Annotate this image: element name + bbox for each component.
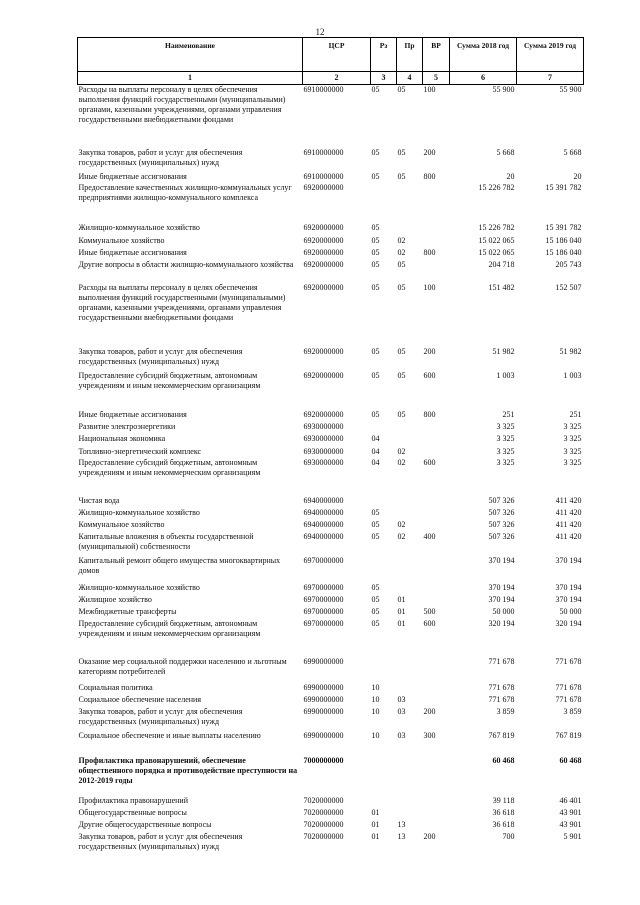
row-sum-2018: 771 678	[488, 682, 515, 692]
row-sum-2018: 507 326	[488, 507, 515, 517]
row-vr	[423, 520, 450, 532]
row-pr	[397, 756, 423, 796]
row-name: Общегосударственные вопросы	[78, 807, 187, 817]
row-sum-2019: 251	[569, 409, 582, 419]
row-rz: 05	[371, 409, 380, 419]
row-csr: 7020000000	[303, 831, 344, 841]
row-rz	[371, 422, 397, 434]
row-sum-2019: 205 743	[555, 259, 582, 269]
row-sum-2019: 15 391 782	[545, 222, 582, 232]
row-csr: 6920000000	[303, 235, 344, 245]
row-vr	[423, 695, 450, 707]
row-vr: 300	[423, 730, 436, 740]
row-vr	[423, 422, 450, 434]
row-vr	[423, 796, 450, 808]
row-pr: 02	[397, 457, 406, 467]
row-vr: 200	[423, 346, 436, 356]
row-vr	[423, 683, 450, 695]
row-rz: 01	[371, 807, 380, 817]
row-csr: 6990000000	[303, 682, 344, 692]
row-sum-2019: 60 468	[559, 755, 582, 765]
row-csr: 6970000000	[303, 555, 344, 565]
row-vr: 100	[423, 282, 436, 292]
row-sum-2018: 15 022 065	[478, 235, 515, 245]
column-number: 3	[371, 72, 397, 85]
row-sum-2018: 51 982	[492, 346, 515, 356]
row-name: Коммунальное хозяйство	[78, 519, 165, 529]
row-name: Коммунальное хозяйство	[78, 235, 165, 245]
row-sum-2018: 370 194	[488, 582, 515, 592]
row-sum-2019: 55 900	[559, 85, 582, 94]
row-pr: 05	[397, 409, 406, 419]
row-csr: 6990000000	[303, 730, 344, 740]
row-csr: 6940000000	[303, 507, 344, 517]
row-sum-2018: 60 468	[492, 755, 515, 765]
table-body	[78, 85, 584, 856]
row-name: Другие общегосударственные вопросы	[78, 819, 212, 829]
row-pr: 05	[397, 171, 406, 181]
row-rz	[371, 183, 397, 223]
row-pr	[397, 422, 423, 434]
row-csr: 6930000000	[303, 421, 344, 431]
row-name: Национальная экономика	[78, 433, 166, 443]
row-name: Жилищно-коммунальное хозяйство	[78, 507, 200, 517]
row-rz: 05	[371, 519, 380, 529]
table-row	[78, 607, 584, 619]
row-csr: 6970000000	[303, 594, 344, 604]
table-row	[78, 260, 584, 283]
row-name: Иные бюджетные ассигнования	[78, 247, 187, 257]
row-name: Другие вопросы в области жилищно-коммунального хозяйства	[78, 259, 294, 269]
row-vr	[423, 556, 450, 583]
row-csr: 6930000000	[303, 433, 344, 443]
row-pr: 03	[397, 706, 406, 716]
row-sum-2018: 507 326	[488, 531, 515, 541]
row-pr	[397, 434, 423, 447]
row-pr: 05	[397, 282, 406, 292]
row-vr	[423, 657, 450, 683]
row-csr: 6930000000	[303, 457, 344, 467]
row-vr: 800	[423, 247, 436, 257]
row-sum-2019: 370 194	[555, 594, 582, 604]
table-row	[78, 796, 584, 808]
row-csr: 6970000000	[303, 606, 344, 616]
row-sum-2018: 1 003	[496, 370, 515, 380]
table-row	[78, 371, 584, 410]
row-vr	[423, 595, 450, 607]
row-name: Иные бюджетные ассигнования	[78, 409, 187, 419]
table-row	[78, 595, 584, 607]
row-csr: 7020000000	[303, 819, 344, 829]
row-csr: 6910000000	[303, 85, 344, 94]
row-pr	[397, 508, 423, 520]
row-csr: 6990000000	[303, 706, 344, 716]
row-sum-2018: 20	[506, 171, 515, 181]
row-name: Расходы на выплаты персоналу в целях обеспечения выполнения функций государственными (муниципальными) органами, казенными учреждениями, органами управления государственными внебюджетными фондами	[78, 85, 286, 124]
row-sum-2019: 15 391 782	[545, 182, 582, 192]
row-pr: 05	[397, 147, 406, 157]
row-sum-2018: 39 118	[492, 795, 515, 805]
row-rz: 04	[371, 433, 380, 443]
row-rz: 05	[371, 606, 380, 616]
row-sum-2018: 3 325	[496, 421, 515, 431]
table-row	[78, 410, 584, 422]
row-vr: 500	[423, 606, 436, 616]
column-number: 2	[303, 72, 371, 85]
row-sum-2019: 411 420	[555, 507, 582, 517]
row-rz: 05	[371, 85, 380, 94]
table-row	[78, 223, 584, 236]
row-csr: 6920000000	[303, 259, 344, 269]
row-sum-2018: 50 000	[492, 606, 515, 616]
row-sum-2018: 151 482	[488, 282, 515, 292]
row-name: Предоставление субсидий бюджетным, автономным учреждениям и иным некоммерческим организациям	[78, 457, 261, 477]
row-rz	[371, 556, 397, 583]
row-sum-2018: 767 819	[488, 730, 515, 740]
row-rz	[371, 657, 397, 683]
row-name: Предоставление субсидий бюджетным, автономным учреждениям и иным некоммерческим организациям	[78, 618, 261, 638]
table-row	[78, 657, 584, 683]
table-row	[78, 532, 584, 556]
row-sum-2019: 767 819	[555, 730, 582, 740]
row-sum-2019: 411 420	[555, 519, 582, 529]
column-number: 5	[423, 72, 450, 85]
table-row	[78, 731, 584, 756]
row-name: Капитальные вложения в объекты государственной (муниципальной) собственности	[78, 531, 254, 551]
row-pr: 02	[397, 446, 406, 456]
table-row	[78, 695, 584, 707]
row-sum-2018: 3 325	[496, 457, 515, 467]
row-sum-2018: 507 326	[488, 519, 515, 529]
header-sum-2019: Сумма 2019 год	[517, 38, 584, 72]
row-pr: 02	[397, 247, 406, 257]
row-name: Оказание мер социальной поддержки населению и льготным категориям потребителей	[78, 656, 287, 676]
row-name: Профилактика правонарушений, обеспечение общественного порядка и противодействие преступности на 2012-2019 годы	[78, 755, 298, 785]
row-csr: 6970000000	[303, 618, 344, 628]
row-sum-2019: 411 420	[555, 495, 582, 505]
row-sum-2018: 370 194	[488, 594, 515, 604]
table-row	[78, 347, 584, 371]
row-sum-2018: 3 325	[496, 433, 515, 443]
row-sum-2018: 36 618	[492, 819, 515, 829]
row-sum-2018: 204 718	[488, 259, 515, 269]
row-sum-2019: 51 982	[559, 346, 582, 356]
row-vr	[423, 756, 450, 796]
row-sum-2019: 370 194	[555, 555, 582, 565]
row-csr: 6920000000	[303, 346, 344, 356]
row-sum-2019: 50 000	[559, 606, 582, 616]
row-sum-2018: 15 226 782	[478, 222, 515, 232]
row-csr: 6990000000	[303, 694, 344, 704]
row-rz: 05	[371, 147, 380, 157]
row-name: Жилищно-коммунальное хозяйство	[78, 222, 200, 232]
row-csr: 6920000000	[303, 409, 344, 419]
row-sum-2019: 43 901	[559, 819, 582, 829]
row-name: Закупка товаров, работ и услуг для обеспечения государственных (муниципальных) нужд	[78, 346, 243, 366]
row-rz: 05	[371, 222, 380, 232]
row-vr	[423, 183, 450, 223]
row-csr: 7020000000	[303, 807, 344, 817]
row-sum-2019: 15 186 040	[545, 247, 582, 257]
row-sum-2019: 411 420	[555, 531, 582, 541]
row-name: Иные бюджетные ассигнования	[78, 171, 187, 181]
row-sum-2019: 3 325	[563, 457, 582, 467]
table-row	[78, 496, 584, 508]
table-row	[78, 707, 584, 731]
row-rz	[371, 796, 397, 808]
row-sum-2019: 152 507	[555, 282, 582, 292]
row-name: Капитальный ремонт общего имущества многоквартирных домов	[78, 555, 281, 575]
row-pr: 02	[397, 235, 406, 245]
row-name: Расходы на выплаты персоналу в целях обеспечения выполнения функций государственными (муниципальными) органами, казенными учреждениями, органами управления государственными внебюджетными фондами	[78, 282, 286, 322]
row-sum-2019: 5 668	[563, 147, 582, 157]
row-sum-2019: 1 003	[563, 370, 582, 380]
row-vr	[423, 223, 450, 236]
row-vr	[423, 496, 450, 508]
row-rz: 05	[371, 531, 380, 541]
row-rz: 05	[371, 370, 380, 380]
row-sum-2018: 15 022 065	[478, 247, 515, 257]
row-pr	[397, 496, 423, 508]
row-sum-2019: 771 678	[555, 694, 582, 704]
column-number: 1	[78, 72, 303, 85]
row-vr: 200	[423, 831, 436, 841]
row-sum-2018: 771 678	[488, 694, 515, 704]
row-vr: 100	[423, 85, 436, 94]
table-row	[78, 172, 584, 183]
row-sum-2019: 20	[573, 171, 582, 181]
row-name: Топливно-энергетический комплекс	[78, 446, 202, 456]
row-pr: 03	[397, 694, 406, 704]
row-pr: 05	[397, 259, 406, 269]
row-rz: 10	[371, 682, 380, 692]
row-rz: 05	[371, 582, 380, 592]
row-pr: 02	[397, 519, 406, 529]
row-vr: 800	[423, 409, 436, 419]
column-number-row	[78, 72, 584, 85]
row-vr: 600	[423, 618, 436, 628]
row-pr	[397, 808, 423, 820]
row-pr	[397, 223, 423, 236]
row-sum-2018: 3 325	[496, 446, 515, 456]
row-pr: 01	[397, 618, 406, 628]
table-row	[78, 236, 584, 248]
row-vr	[423, 236, 450, 248]
row-sum-2018: 3 859	[496, 706, 515, 716]
row-name: Чистая вода	[78, 495, 120, 505]
row-sum-2019: 320 194	[555, 618, 582, 628]
header-vr: ВР	[423, 38, 450, 72]
row-sum-2019: 3 325	[563, 421, 582, 431]
row-vr: 400	[423, 531, 436, 541]
row-pr: 05	[397, 370, 406, 380]
row-sum-2019: 370 194	[555, 582, 582, 592]
row-rz	[371, 756, 397, 796]
row-name: Жилищно-коммунальное хозяйство	[78, 582, 200, 592]
row-rz: 04	[371, 457, 380, 467]
row-name: Закупка товаров, работ и услуг для обеспечения государственных (муниципальных) нужд	[78, 706, 243, 726]
column-number: 4	[397, 72, 423, 85]
row-pr: 01	[397, 606, 406, 616]
row-csr: 6970000000	[303, 582, 344, 592]
header-name: Наименование	[78, 38, 303, 72]
row-pr	[397, 657, 423, 683]
row-vr	[423, 508, 450, 520]
table-row	[78, 447, 584, 458]
row-csr: 7020000000	[303, 795, 344, 805]
row-sum-2019: 3 325	[563, 433, 582, 443]
header-row	[78, 38, 584, 72]
row-pr	[397, 683, 423, 695]
row-name: Профилактика правонарушений	[78, 795, 188, 805]
row-name: Закупка товаров, работ и услуг для обеспечения государственных (муниципальных) нужд	[78, 147, 243, 167]
row-rz: 05	[371, 618, 380, 628]
row-csr: 6990000000	[303, 656, 344, 666]
row-name: Развитие электроэнергетики	[78, 421, 176, 431]
row-pr	[397, 583, 423, 595]
row-sum-2018: 700	[502, 831, 515, 841]
row-csr: 6910000000	[303, 147, 344, 157]
row-sum-2019: 5 901	[563, 831, 582, 841]
row-name: Социальная политика	[78, 682, 153, 692]
row-rz: 10	[371, 694, 380, 704]
table-row	[78, 583, 584, 595]
header-pr: Пр	[397, 38, 423, 72]
row-pr: 05	[397, 346, 406, 356]
row-vr: 600	[423, 370, 436, 380]
row-sum-2019: 771 678	[555, 682, 582, 692]
row-csr: 6920000000	[303, 247, 344, 257]
row-vr: 800	[423, 171, 436, 181]
row-pr: 13	[397, 819, 406, 829]
row-rz: 10	[371, 730, 380, 740]
row-rz: 05	[371, 259, 380, 269]
row-name: Предоставление качественных жилищно-коммунальных услуг предприятиями жилищно-коммунального комплекса	[78, 182, 292, 202]
row-sum-2018: 370 194	[488, 555, 515, 565]
row-vr: 600	[423, 457, 436, 467]
row-rz: 05	[371, 346, 380, 356]
row-vr: 200	[423, 147, 436, 157]
row-csr: 6910000000	[303, 171, 344, 181]
row-rz: 10	[371, 706, 380, 716]
row-name: Социальное обеспечение населения	[78, 694, 201, 704]
row-vr	[423, 820, 450, 832]
table-row	[78, 683, 584, 695]
row-sum-2019: 46 401	[559, 795, 582, 805]
row-csr: 6920000000	[303, 282, 344, 292]
row-pr	[397, 183, 423, 223]
row-csr: 6920000000	[303, 370, 344, 380]
row-vr: 200	[423, 706, 436, 716]
row-sum-2018: 15 226 782	[478, 182, 515, 192]
row-csr: 6940000000	[303, 531, 344, 541]
row-sum-2018: 5 668	[496, 147, 515, 157]
row-name: Закупка товаров, работ и услуг для обеспечения государственных (муниципальных) нужд	[78, 831, 243, 851]
row-rz: 05	[371, 282, 380, 292]
row-vr	[423, 583, 450, 595]
row-name: Предоставление субсидий бюджетным, автономным учреждениям и иным некоммерческим организациям	[78, 370, 261, 390]
row-pr: 13	[397, 831, 406, 841]
row-pr: 02	[397, 531, 406, 541]
row-sum-2018: 771 678	[488, 656, 515, 666]
table-row	[78, 508, 584, 520]
table-row	[78, 283, 584, 347]
column-number: 6	[450, 72, 517, 85]
table-row	[78, 556, 584, 583]
row-rz: 01	[371, 831, 380, 841]
row-csr: 6930000000	[303, 446, 344, 456]
row-pr: 05	[397, 85, 406, 94]
table-row	[78, 520, 584, 532]
table-row	[78, 148, 584, 172]
row-vr	[423, 260, 450, 283]
row-sum-2019: 43 901	[559, 807, 582, 817]
header-csr: ЦСР	[303, 38, 371, 72]
table-row	[78, 183, 584, 223]
table-row	[78, 820, 584, 832]
table-row	[78, 756, 584, 796]
row-csr: 6920000000	[303, 222, 344, 232]
row-rz: 05	[371, 171, 380, 181]
page-number: 12	[315, 27, 325, 37]
table-row	[78, 434, 584, 447]
row-pr	[397, 556, 423, 583]
row-pr: 03	[397, 730, 406, 740]
row-sum-2018: 251	[502, 409, 515, 419]
row-sum-2018: 320 194	[488, 618, 515, 628]
row-sum-2018: 507 326	[488, 495, 515, 505]
table-row	[78, 832, 584, 856]
row-csr: 6940000000	[303, 495, 344, 505]
table-row	[78, 85, 584, 148]
row-rz: 05	[371, 247, 380, 257]
table-row	[78, 619, 584, 657]
table-row	[78, 422, 584, 434]
row-rz	[371, 496, 397, 508]
row-rz: 01	[371, 819, 380, 829]
row-rz: 04	[371, 446, 380, 456]
row-name: Жилищное хозяйство	[78, 594, 152, 604]
header-rz: Рз	[371, 38, 397, 72]
budget-table	[77, 37, 584, 856]
row-vr	[423, 447, 450, 458]
table-row	[78, 248, 584, 260]
row-sum-2019: 3 859	[563, 706, 582, 716]
column-number: 7	[517, 72, 584, 85]
row-name: Межбюджетные трансферты	[78, 606, 177, 616]
row-sum-2019: 15 186 040	[545, 235, 582, 245]
row-csr: 6940000000	[303, 519, 344, 529]
row-sum-2018: 36 618	[492, 807, 515, 817]
row-pr: 01	[397, 594, 406, 604]
row-rz: 05	[371, 235, 380, 245]
header-sum-2018: Сумма 2018 год	[450, 38, 517, 72]
table-row	[78, 808, 584, 820]
row-vr	[423, 808, 450, 820]
row-rz: 05	[371, 507, 380, 517]
row-csr: 6920000000	[303, 182, 344, 192]
row-sum-2018: 55 900	[492, 85, 515, 94]
table-row	[78, 458, 584, 496]
row-name: Социальное обеспечение и иные выплаты населению	[78, 730, 261, 740]
row-rz: 05	[371, 594, 380, 604]
row-pr	[397, 796, 423, 808]
row-sum-2019: 771 678	[555, 656, 582, 666]
row-vr	[423, 434, 450, 447]
row-sum-2019: 3 325	[563, 446, 582, 456]
row-csr: 7000000000	[303, 755, 344, 765]
